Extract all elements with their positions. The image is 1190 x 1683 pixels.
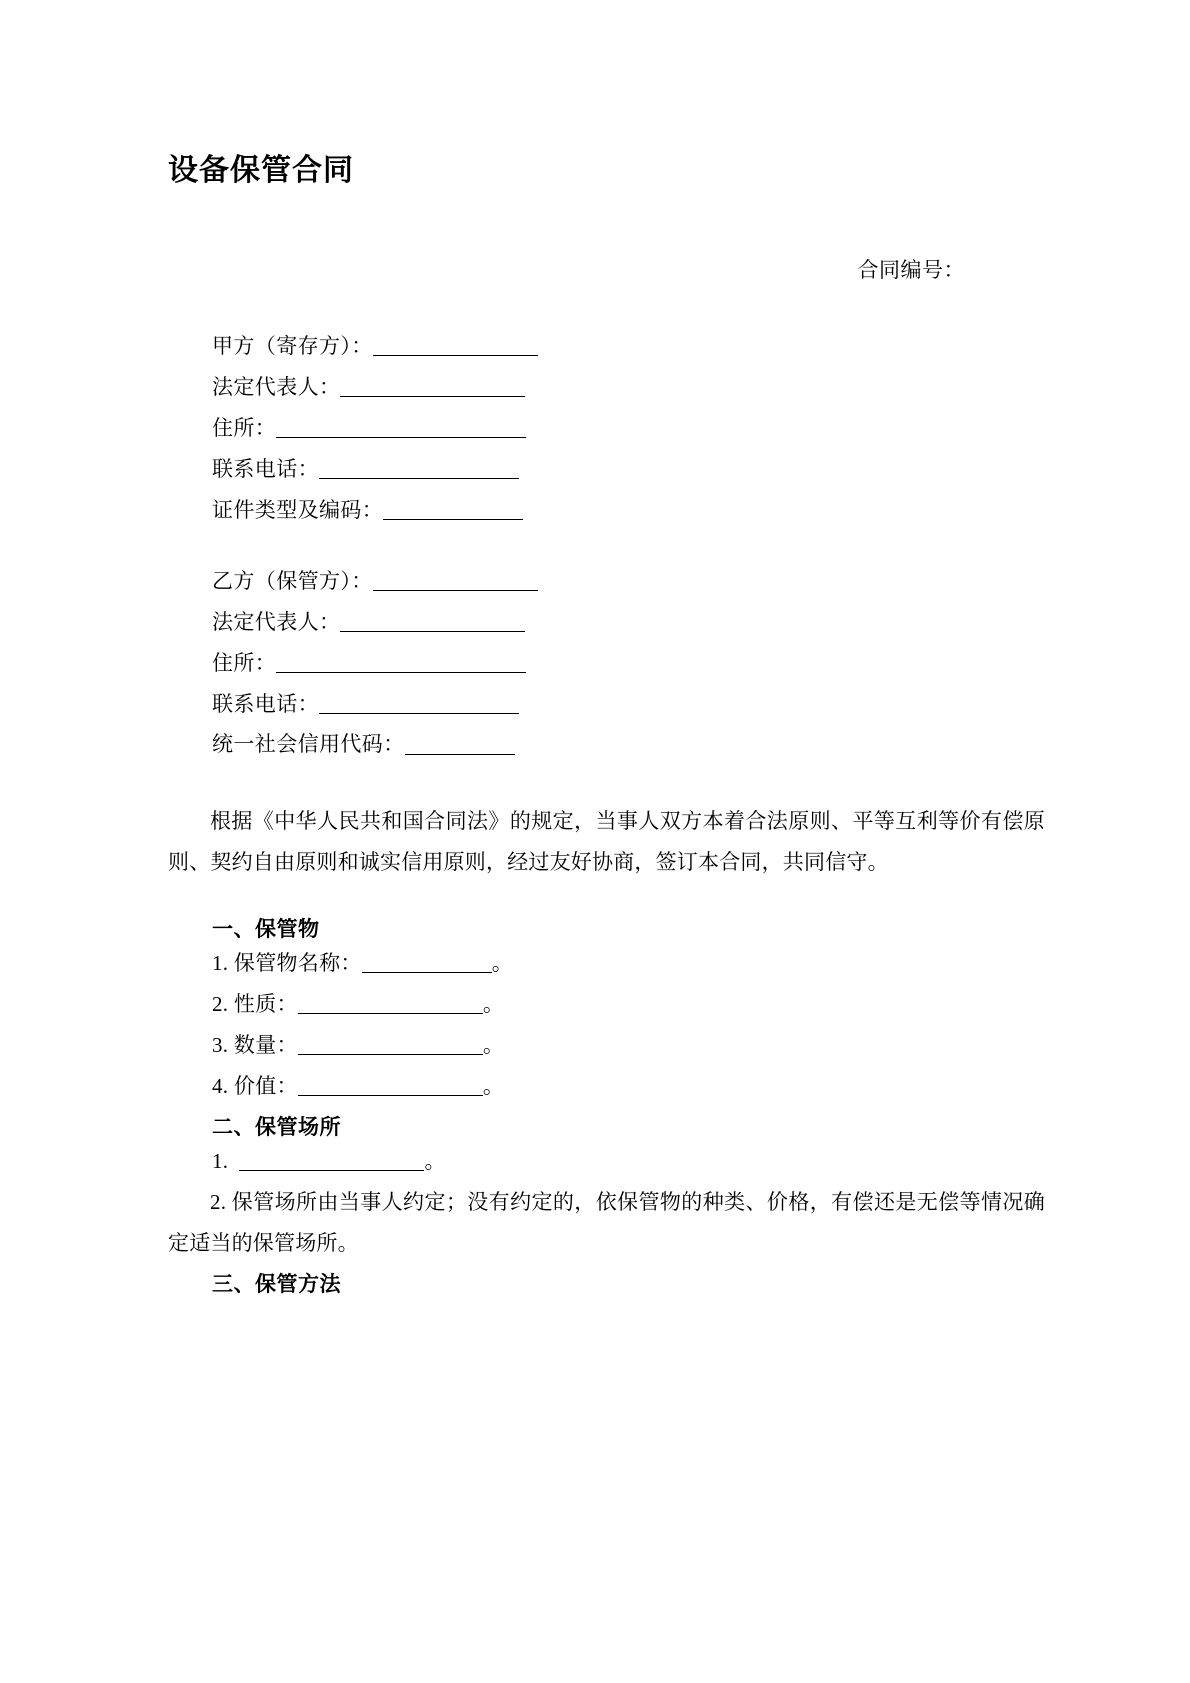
party-b-address-blank[interactable] [276, 651, 526, 673]
section-1-item-4 [168, 1066, 1045, 1107]
party-a-id-label: 证件类型及编码： [212, 497, 384, 522]
party-b-phone-row [212, 684, 1045, 725]
party-b-credit-code-label: 统一社会信用代码： [212, 732, 405, 757]
section-1-item-4-blank[interactable] [298, 1074, 483, 1096]
party-a-address-blank[interactable] [276, 416, 526, 438]
section-1-item-4-label: 4. 价值： [212, 1074, 298, 1099]
party-a-id-blank[interactable] [383, 498, 523, 520]
section-1-item-1-period: 。 [491, 951, 514, 976]
section-2-item-1-blank[interactable] [239, 1149, 424, 1171]
party-a-name-row [212, 326, 1045, 367]
section-2-item-1-label: 1. [212, 1149, 229, 1173]
party-a-block [168, 326, 1045, 765]
party-b-name-blank[interactable] [373, 569, 538, 591]
party-a-phone-blank[interactable] [319, 457, 519, 479]
section-1-item-3-label: 3. 数量： [212, 1033, 298, 1058]
party-b-legal-rep-blank[interactable] [340, 610, 525, 632]
party-spacer [212, 531, 1045, 561]
contract-number-label: 合同编号： [857, 258, 965, 282]
section-2-item-1-period: 。 [424, 1149, 446, 1173]
party-b-credit-code-row [212, 724, 1045, 765]
section-1-item-2-label: 2. 性质： [212, 992, 298, 1017]
section-1-item-2-period: 。 [482, 992, 505, 1017]
party-b-address-label: 住所： [212, 650, 277, 675]
section-1-item-3-blank[interactable] [298, 1033, 483, 1055]
section-2-item-2: 2. 保管场所由当事人约定；没有约定的，依保管物的种类、价格，有偿还是无偿等情况确定适当的保管场所。 [168, 1189, 1045, 1255]
page-title: 设备保管合同 [168, 153, 354, 188]
section-1-item-1 [168, 943, 1045, 984]
section-1-item-3 [168, 1025, 1045, 1066]
party-a-id-row [212, 490, 1045, 531]
party-a-address-row [212, 408, 1045, 449]
contract-number-field [168, 254, 1045, 284]
section-1-item-1-label: 1. 保管物名称： [212, 951, 362, 976]
party-a-name-blank[interactable] [373, 334, 538, 356]
section-1-item-4-period: 。 [482, 1074, 505, 1099]
party-b-phone-blank[interactable] [319, 692, 519, 714]
party-a-legal-rep-label: 法定代表人： [212, 374, 341, 399]
preamble-paragraph: 根据《中华人民共和国合同法》的规定，当事人双方本着合法原则、平等互利等价有偿原则、契约自由原则和诚实信用原则，经过友好协商，签订本合同，共同信守。 [168, 809, 1045, 875]
party-b-legal-rep-row [212, 602, 1045, 643]
party-a-name-label: 甲方（寄存方）： [212, 334, 373, 358]
party-b-legal-rep-label: 法定代表人： [212, 609, 341, 634]
party-a-address-label: 住所： [212, 415, 277, 440]
party-a-legal-rep-row [212, 367, 1045, 408]
section-1-item-3-period: 。 [482, 1033, 505, 1058]
party-b-credit-code-blank[interactable] [405, 733, 515, 755]
section-heading-3: 三、保管方法 [212, 1271, 341, 1296]
party-a-phone-row [212, 449, 1045, 490]
party-b-phone-label: 联系电话： [212, 691, 319, 716]
party-b-name-label: 乙方（保管方）： [212, 568, 373, 593]
section-2-item-1 [168, 1141, 1045, 1182]
section-1-item-1-blank[interactable] [362, 951, 492, 973]
section-1-item-2 [168, 984, 1045, 1025]
party-b-address-row [212, 643, 1045, 684]
party-b-name-row [212, 561, 1045, 602]
party-a-legal-rep-blank[interactable] [340, 375, 525, 397]
section-heading-1: 一、保管物 [212, 917, 320, 942]
section-heading-2: 二、保管场所 [212, 1115, 341, 1139]
party-a-phone-label: 联系电话： [212, 456, 319, 481]
section-1-item-2-blank[interactable] [298, 992, 483, 1014]
